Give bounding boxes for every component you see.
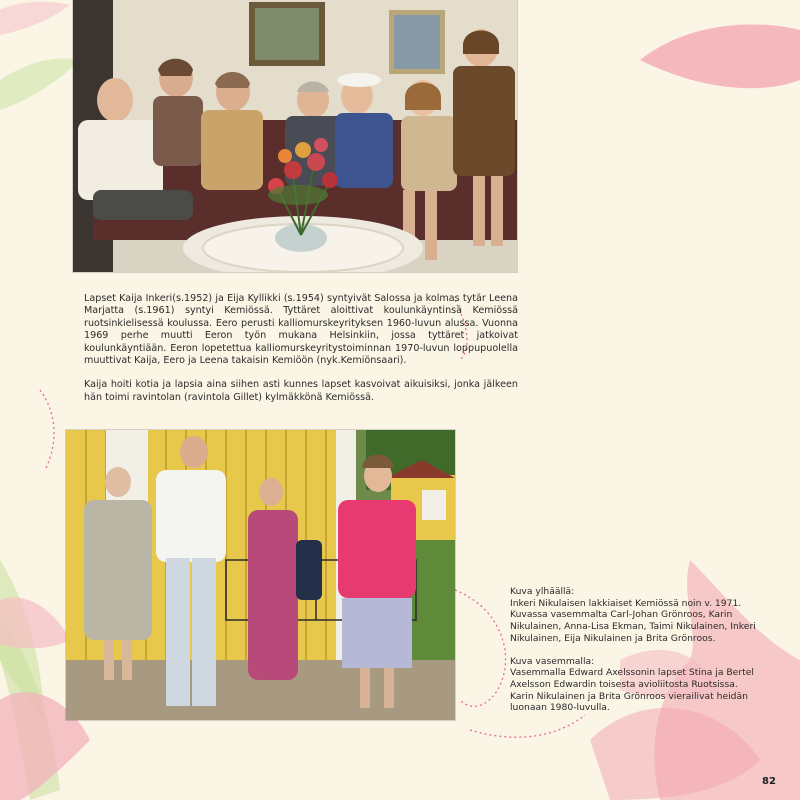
body-text (84, 293, 518, 404)
caption-left (510, 656, 760, 715)
photo-captions (510, 586, 760, 725)
pink-flower-left (0, 597, 70, 648)
caption-top (510, 586, 760, 645)
caption-left-text: Vasemmalla Edward Axelssonin lapset Stina ja Bertel Axelsson Edwardin toisesta avioliitosta Ruotsissa. Karin Nikulainen ja Brita Grönroos vierailivat heidän luonaan 1980-luvulla. (510, 667, 754, 714)
pink-leaf-top-left (0, 2, 70, 35)
caption-top-text: Inkeri Nikulaisen lakkiaiset Kemiössä noin v. 1971. Kuvassa vasemmalta Carl-Johan Grönroos, Karin Nikulainen, Anna-Lisa Ekman, Taimi Nikulainen, Inkeri Nikulainen, Eija Nikulainen ja Brita Grönroos. (510, 597, 756, 644)
body-paragraph-2: Kaija hoiti kotia ja lapsia aina siihen asti kunnes lapset kasvoivat aikuisiksi, jonka jälkeen hän toimi ravintolan (ravintola Gillet) kylmäkkönä Kemiössä. (84, 379, 518, 403)
caption-left-title: Kuva vasemmalla: (510, 655, 595, 667)
caption-top-title: Kuva ylhäällä: (510, 586, 575, 597)
body-paragraph-1: Lapset Kaija Inkeri(s.1952) ja Eija Kyllikki (s.1954) syntyivät Salossa ja kolmas tytär Leena Marjatta (s.1961) syntyi Kemiössä. Tyttäret aloittivat koulunkäyntinsä Kemiössä ruotsinkielisessä koulussa. Eero perusti kalliomurskeyrityksen 1960-luvun alussa. Vuonna 1969 perhe muutti Eeron työn mukana Helsinkiin, jossa tyttäret jatkoivat koulunkäyntiään. Eeron lopetettua kalliomurskeyritystoiminnan 1970-luvun loppupuolella muuttivat Kaija, Eero ja Leena takaisin Kemiöön (nyk.Kemiönsaari). (84, 293, 518, 367)
pink-petal-top-right (640, 24, 800, 88)
dotted-swirl-left (40, 390, 54, 470)
dotted-swirl-mid (455, 590, 506, 706)
green-leaf-top-left (0, 58, 80, 110)
photo-family-sofa (73, 0, 517, 272)
page-number: 82 (762, 776, 776, 787)
photo-yellow-house (66, 430, 455, 720)
